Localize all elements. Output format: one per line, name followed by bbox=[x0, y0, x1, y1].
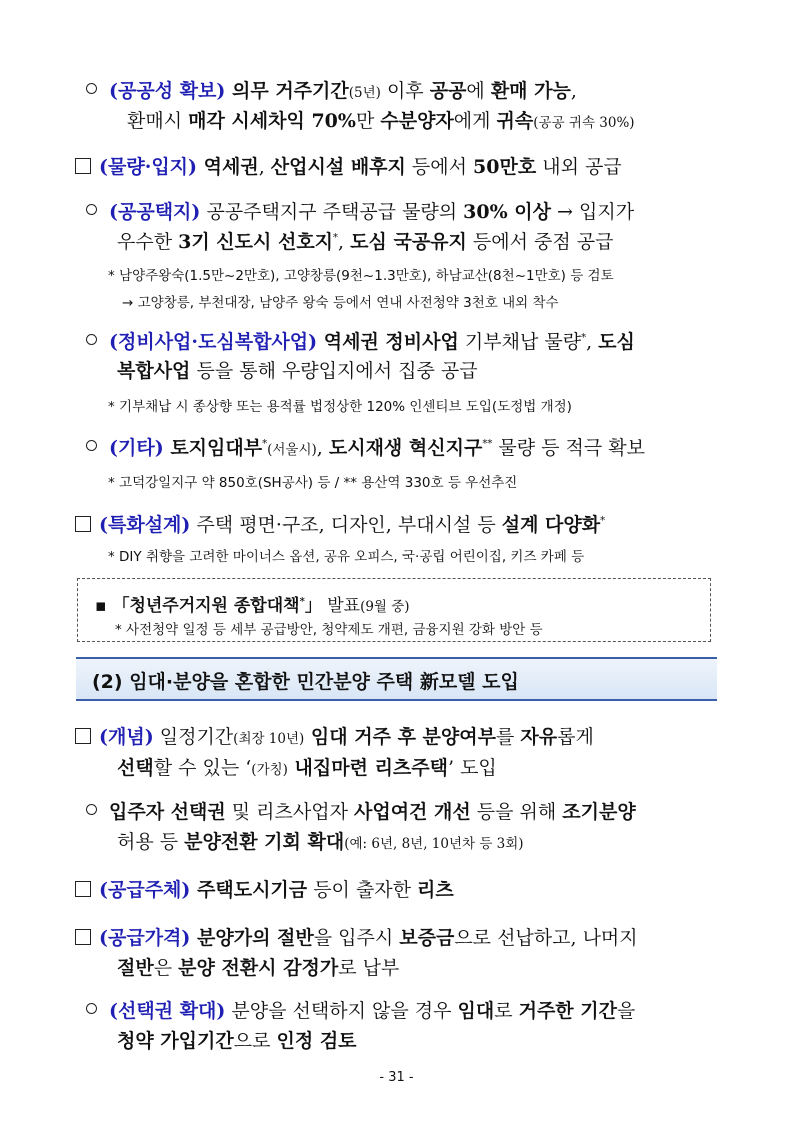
text-bold: 사업여건 개선 bbox=[354, 801, 471, 823]
text: 에게 bbox=[453, 110, 497, 132]
text-bold: 임대 거주 후 분양여부 bbox=[304, 726, 496, 748]
text: , bbox=[316, 437, 329, 459]
text: 은 bbox=[153, 957, 179, 979]
text-small: (가칭) bbox=[251, 762, 288, 778]
text: 허용 등 bbox=[117, 831, 185, 853]
text: 만 bbox=[355, 110, 381, 132]
notice-line bbox=[95, 591, 410, 616]
footnote: * 기부채납 시 종상향 또는 용적률 법정상한 120% 인센티브 도입(도정법 개정) bbox=[108, 399, 572, 415]
square-bullet-icon bbox=[75, 881, 91, 897]
text-bold: 설계 다양화 bbox=[501, 514, 601, 536]
text-bold: 3기 신도시 선호지 bbox=[178, 231, 334, 253]
text-bold: 절반 bbox=[117, 957, 154, 979]
bullet-heading: (특화설계) bbox=[99, 514, 191, 536]
text: 을 bbox=[616, 1000, 636, 1022]
circle-bullet-icon bbox=[86, 83, 97, 94]
bullet-heading: (물량·입지) bbox=[99, 156, 198, 178]
square-item-continuation bbox=[117, 753, 497, 780]
page-number: - 31 - bbox=[379, 1070, 414, 1085]
circle-bullet-icon bbox=[86, 440, 97, 451]
text: 등이 출자한 bbox=[307, 879, 418, 901]
text: 할 수 있는 ‘ bbox=[153, 757, 252, 779]
text: 를 bbox=[495, 726, 521, 748]
text-small: (공공 귀속 30%) bbox=[533, 115, 635, 131]
text: 이후 bbox=[380, 80, 430, 102]
footnote-mark: * bbox=[299, 596, 305, 608]
circle-bullet-icon bbox=[86, 804, 97, 815]
footnote-mark: * bbox=[600, 515, 606, 527]
square-item-supplier bbox=[75, 875, 454, 902]
text-bold: 임대 bbox=[457, 1000, 495, 1022]
text: 물량 등 적극 확보 bbox=[492, 437, 645, 459]
text: 일정기간 bbox=[153, 726, 234, 748]
text-bold: 도심 bbox=[598, 331, 635, 353]
text-bold: 조기분양 bbox=[562, 801, 636, 823]
text: ’ 도입 bbox=[447, 757, 497, 779]
bullet-heading: (선택권 확대) bbox=[109, 1000, 226, 1022]
square-item-special-design bbox=[75, 510, 605, 537]
text: 주택 평면·구조, 디자인, 부대시설 등 bbox=[190, 514, 502, 536]
text-small: (9월 중) bbox=[360, 599, 410, 615]
text: 을 입주시 bbox=[313, 927, 400, 949]
text: 롭게 bbox=[557, 726, 594, 748]
text-bold: 청약 가입기간 bbox=[117, 1030, 234, 1052]
footnote: * DIY 취향을 고려한 마이너스 옵션, 공유 오피스, 국·공립 어린이집, 키즈 카페 등 bbox=[108, 549, 585, 565]
text-bold: ▪ 「청년주거지원 종합대책 bbox=[95, 596, 300, 616]
text-bold: 토지임대부 bbox=[163, 437, 263, 459]
footnote: * 고덕강일지구 약 850호(SH공사) 등 / ** 용산역 330호 등 우선추진 bbox=[108, 475, 518, 491]
text-bold: 수분양자 bbox=[380, 110, 454, 132]
text-bold: 도심 국공유지 bbox=[350, 231, 467, 253]
text-bold: 입주자 선택권 bbox=[109, 801, 226, 823]
text-bold: 리츠 bbox=[417, 879, 454, 901]
square-bullet-icon bbox=[75, 516, 91, 532]
square-bullet-icon bbox=[75, 929, 91, 945]
square-item-continuation bbox=[117, 953, 399, 980]
text-small: (예: 6년, 8년, 10년차 등 3회) bbox=[344, 836, 524, 852]
circle-bullet-icon bbox=[86, 1003, 97, 1014]
square-item-price bbox=[75, 923, 638, 950]
footnote-arrow-line: → 고양창릉, 부천대장, 남양주 왕숙 등에서 연내 사전청약 3천호 내외 착수 bbox=[122, 295, 559, 311]
footnote-mark: * bbox=[581, 332, 587, 344]
bullet-item-continuation bbox=[117, 356, 478, 383]
bullet-heading: (공급주체) bbox=[99, 879, 191, 901]
circle-bullet-icon bbox=[86, 204, 97, 215]
text-bold: 의무 거주기간 bbox=[225, 80, 349, 102]
text: 등에서 중점 공급 bbox=[466, 231, 614, 253]
text-small: (최장 10년) bbox=[233, 731, 305, 747]
text-bold: 거주한 기간 bbox=[518, 1000, 617, 1022]
footnote: * 남양주왕숙(1.5만~2만호), 고양창릉(9천~1.3만호), 하남교산(8천~1만호) 등 검토 bbox=[108, 268, 614, 284]
bullet-item-public-land bbox=[86, 197, 634, 224]
bullet-heading: (공급가격) bbox=[99, 927, 191, 949]
text-bold: 도시재생 혁신지구 bbox=[328, 437, 483, 459]
text: 환매시 bbox=[127, 110, 189, 132]
text-bold: 30% 이상 bbox=[463, 201, 551, 223]
footnote-mark: * bbox=[333, 232, 339, 244]
text-small: (5년) bbox=[348, 85, 381, 101]
text: 및 리츠사업자 bbox=[225, 801, 354, 823]
text: 발표 bbox=[321, 596, 361, 616]
bullet-item-continuation bbox=[117, 827, 524, 854]
text: 분양을 선택하지 않을 경우 bbox=[225, 1000, 458, 1022]
text-small: (서울시) bbox=[267, 442, 317, 458]
bullet-item-redevelopment bbox=[86, 327, 635, 354]
text-bold: 산업시설 배후지 bbox=[270, 156, 406, 178]
bullet-heading: (개념) bbox=[99, 726, 154, 748]
square-bullet-icon bbox=[75, 728, 91, 744]
bullet-heading: (정비사업·도심복합사업) bbox=[109, 331, 318, 353]
text: 로 납부 bbox=[338, 957, 400, 979]
text-bold: 분양가의 절반 bbox=[190, 927, 314, 949]
text-bold: 」 bbox=[304, 596, 322, 616]
text-bold: 선택 bbox=[117, 757, 154, 779]
text: 등을 위해 bbox=[470, 801, 563, 823]
text: , bbox=[338, 231, 351, 253]
text: 공공주택지구 주택공급 물량의 bbox=[200, 201, 464, 223]
text: 으로 선납하고, 나머지 bbox=[454, 927, 638, 949]
text: → 입지가 bbox=[551, 201, 635, 223]
text-bold: 역세권 bbox=[197, 156, 259, 178]
bullet-item-public-repurchase bbox=[86, 76, 577, 103]
text: 기부채납 물량 bbox=[458, 331, 582, 353]
text-bold: 분양 전환시 감정가 bbox=[178, 957, 339, 979]
footnote-mark: * bbox=[262, 438, 268, 450]
bullet-heading: (공공택지) bbox=[109, 201, 201, 223]
square-bullet-icon bbox=[75, 158, 91, 174]
text: 우수한 bbox=[117, 231, 179, 253]
text-bold: 보증금 bbox=[399, 927, 455, 949]
text: , bbox=[570, 80, 577, 102]
text: 내외 공급 bbox=[536, 156, 622, 178]
notice-footnote: * 사전청약 일정 등 세부 공급방안, 청약제도 개편, 금융지원 강화 방안 등 bbox=[115, 622, 543, 638]
text: 으로 bbox=[233, 1030, 277, 1052]
text-bold: 50만호 bbox=[473, 156, 537, 178]
circle-bullet-icon bbox=[86, 334, 97, 345]
bullet-item-continuation bbox=[117, 227, 614, 254]
bullet-heading: (공공성 확보) bbox=[109, 80, 226, 102]
text-bold: 내집마련 리츠주택 bbox=[287, 757, 448, 779]
text-bold: 역세권 정비사업 bbox=[317, 331, 459, 353]
square-item-concept bbox=[75, 722, 594, 749]
text-bold: 공공 bbox=[429, 80, 467, 102]
text-bold: 주택도시기금 bbox=[190, 879, 308, 901]
bullet-heading: (기타) bbox=[109, 437, 164, 459]
text-bold: 매각 시세차익 70% bbox=[188, 110, 356, 132]
text-bold: 복합사업 bbox=[117, 360, 191, 382]
text: 등에서 bbox=[405, 156, 474, 178]
section-title: (2) 임대·분양을 혼합한 민간분양 주택 新모델 도입 bbox=[92, 671, 519, 693]
text: 에 bbox=[466, 80, 491, 102]
bullet-item-choice-expansion bbox=[86, 996, 635, 1023]
text: 등을 통해 우량입지에서 집중 공급 bbox=[190, 360, 478, 382]
text-bold: 환매 가능 bbox=[490, 80, 571, 102]
text-bold: 분양전환 기회 확대 bbox=[184, 831, 345, 853]
bullet-item-tenant-choice bbox=[86, 797, 636, 824]
text: , bbox=[586, 331, 599, 353]
text-bold: 귀속 bbox=[496, 110, 534, 132]
square-item-volume-location bbox=[75, 152, 622, 179]
text-bold: 자유 bbox=[520, 726, 558, 748]
section-header bbox=[76, 657, 717, 701]
footnote-mark: ** bbox=[482, 438, 493, 450]
bullet-item-continuation bbox=[127, 106, 635, 133]
text-bold: 인정 검토 bbox=[276, 1030, 357, 1052]
text: , bbox=[258, 156, 271, 178]
bullet-item-continuation bbox=[117, 1026, 357, 1053]
text: 로 bbox=[494, 1000, 519, 1022]
bullet-item-other bbox=[86, 433, 645, 460]
